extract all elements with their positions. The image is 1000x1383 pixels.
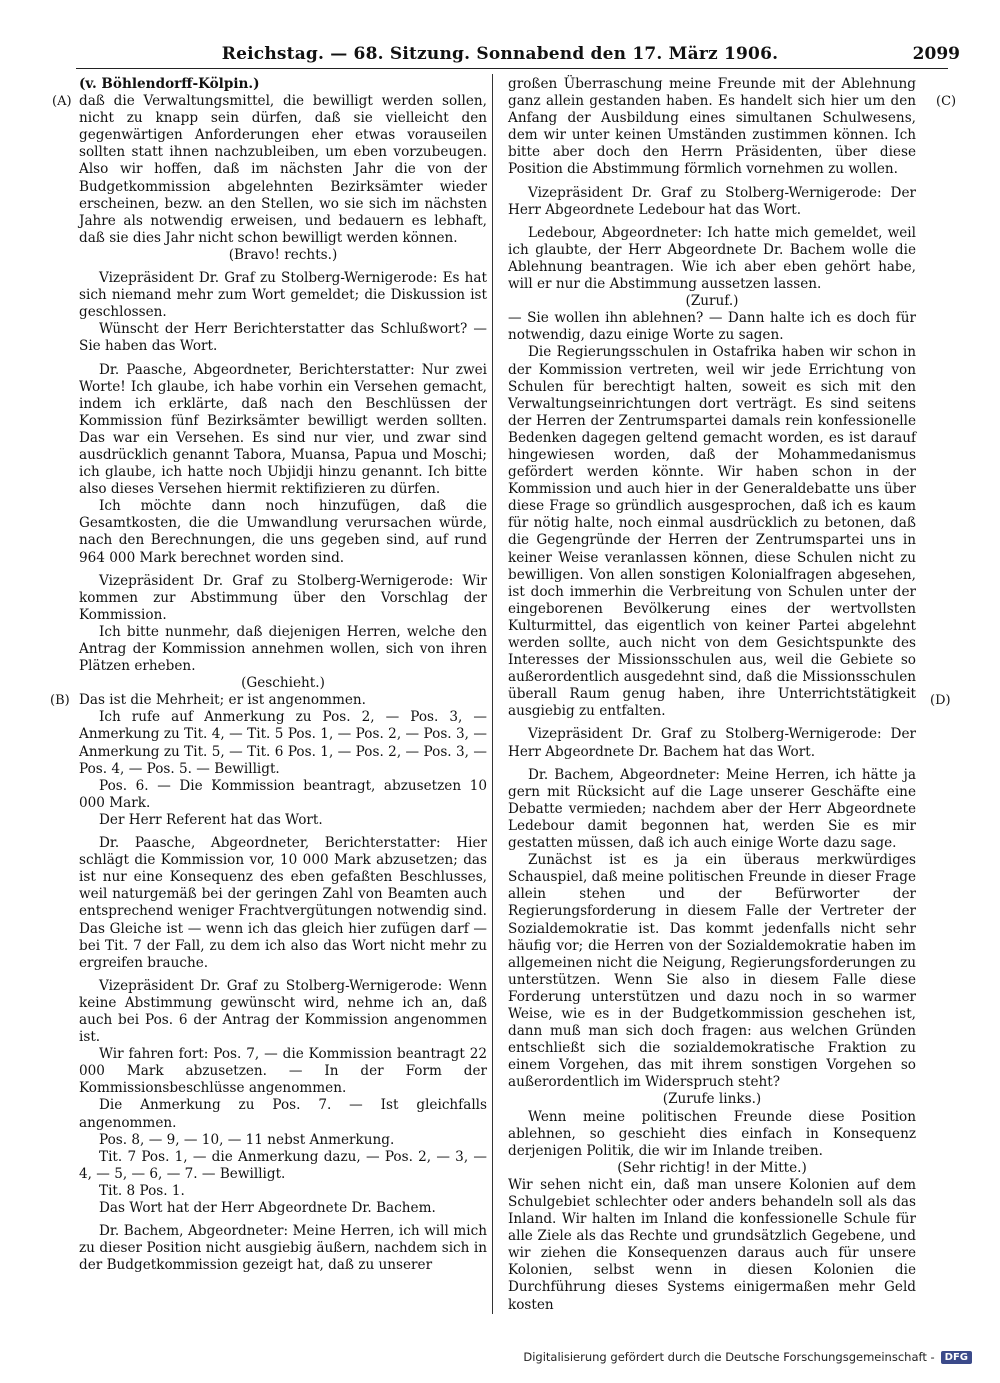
speaker-continuation: (v. Böhlendorff-Kölpin.) xyxy=(79,76,260,92)
paragraph: Ich möchte dann noch hinzufügen, daß die Gesamtkosten, die die Umwandlung verursachen würde, nach den Berechnungen, die uns gegeben sind, auf rund 964 000 Mark berechnet worden sind. xyxy=(79,498,487,566)
paragraph: Ich bitte nunmehr, daß diejenigen Herren, welche den Antrag der Kommission annehmen wollen, sich von ihren Plätzen erheben. xyxy=(79,623,487,675)
margin-mark-c: (C) xyxy=(936,94,957,109)
speaker-paragraph: Vizepräsident Dr. Graf zu Stolberg-Wernigerode: Wenn keine Abstimmung gewünscht wird, nehme ich an, daß auch bei Pos. 6 der Antrag der Kommission angenommen ist. xyxy=(79,977,487,1046)
interjection: (Zurufe links.) xyxy=(662,1091,762,1108)
page-number: 2099 xyxy=(912,44,960,64)
header-rule xyxy=(76,68,948,69)
paragraph: Tit. 8 Pos. 1. xyxy=(99,1182,185,1199)
interjection: (Sehr richtig! in der Mitte.) xyxy=(617,1159,807,1176)
running-title: Reichstag. — 68. Sitzung. Sonnabend den 17. März 1906. xyxy=(221,44,779,64)
page-header xyxy=(0,44,1000,74)
speaker-paragraph: Dr. Bachem, Abgeordneter: Meine Herren, ich will mich zu dieser Position nicht ausgiebig äußern, nachdem sich in der Budgetkommission gezeigt hat, daß zu unserer xyxy=(79,1223,487,1274)
paragraph: daß die Verwaltungsmittel, die bewilligt werden sollen, nicht zu knapp sein dürfen, daß sie vielleicht den gegenwärtigen Anforderungen eher etwas vorauseilen sollten statt ihnen nachzubleiben, um eben vorzubeugen. Also wir hoffen, daß im nächsten Jahr die von der Budgetkommission abgelehnten Bezirksämter wieder erscheinen, bezw. an den Stellen, wo sie sich im nächsten Jahre als notwendig erweisen, und bedauern es lebhaft, daß sie dies Jahr nicht schon bewilligt werden können. xyxy=(79,93,487,246)
paragraph: Die Anmerkung zu Pos. 7. — Ist gleichfalls angenommen. xyxy=(79,1097,487,1131)
paragraph: Ich rufe auf Anmerkung zu Pos. 2, — Pos. 3, — Anmerkung zu Tit. 4, — Tit. 5 Pos. 1, — Pos. 2, — Pos. 3, — Anmerkung zu Tit. 5, — Tit. 6 Pos. 1, — Pos. 2, — Pos. 3, — Pos. 4, — Pos. 5. — Bewilligt. xyxy=(79,709,487,777)
speaker-paragraph: Dr. Paasche, Abgeordneter, Berichterstatter: Hier schlägt die Kommission vor, 10 000 Mark abzusetzen; das ist nur eine Konsequenz des eben gefaßten Beschlusses, weil naturgemäß bei der geringen Zahl von Beamten auch entsprechend weniger Frachtvergütungen notwendig sind. Das Gleiche ist — wenn ich das gleich hier zufügen darf — bei Tit. 7 der Fall, zu dem ich also das Wort nicht mehr zu ergreifen brauche. xyxy=(79,835,487,971)
speaker-paragraph: Vizepräsident Dr. Graf zu Stolberg-Wernigerode: Wir kommen zur Abstimmung über den Vorschlag der Kommission. xyxy=(79,572,487,623)
right-column xyxy=(508,76,916,1314)
speaker-paragraph: Dr. Paasche, Abgeordneter, Berichterstatter: Nur zwei Worte! Ich glaube, ich habe vorhin ein Versehen gemacht, indem ich erklärte, daß nach den Beschlüssen der Kommission fünf Bezirksämter bewilligt werden sollten. Das war ein Versehen. Es sind nur vier, und zwar sind ausdrücklich genannt Tabora, Muansa, Papua und Moschi; ich glaube, ich hatte noch Ubjidji hinzu genannt. Ich bitte also dieses Versehen hiermit rektifizieren zu dürfen. xyxy=(79,361,487,498)
paragraph: Wenn meine politischen Freunde diese Position ablehnen, so geschieht dies einfach in Konsequenz derjenigen Politik, die wir im Inlande treiben. xyxy=(508,1108,916,1159)
paragraph: Wir sehen nicht ein, daß man unsere Kolonien auf dem Schulgebiet schlechter oder anders behandeln soll als das Inland. Wir halten im Inland die konfessionelle Schule für alle Ziele als das Rechte und grundsätzlich Gegebene, und wir ziehen die Konsequenzen daraus auch für unsere Kolonien, selbst wenn in diesen Kolonien die Durchführung dieses Systems einigermaßen mehr Geld kosten xyxy=(508,1176,916,1313)
interjection: (Zuruf.) xyxy=(685,293,739,310)
speaker-paragraph: Vizepräsident Dr. Graf zu Stolberg-Wernigerode: Der Herr Abgeordnete Ledebour hat das Wort. xyxy=(508,184,916,218)
paragraph: Pos. 6. — Die Kommission beantragt, abzusetzen 10 000 Mark. xyxy=(79,777,487,811)
speaker-paragraph: Ledebour, Abgeordneter: Ich hatte mich gemeldet, weil ich glaubte, der Herr Abgeordnete Dr. Bachem wolle die Ablehnung beantragen. Wie ich aber eben gehört habe, will er nur die Abstimmung aussetzen lassen. xyxy=(508,224,916,293)
dfg-logo: DFG xyxy=(941,1351,972,1364)
paragraph: Der Herr Referent hat das Wort. xyxy=(99,811,323,828)
interjection: (Geschieht.) xyxy=(241,675,325,692)
margin-mark-a: (A) xyxy=(52,94,72,109)
left-column xyxy=(79,76,487,1274)
paragraph: Pos. 8, — 9, — 10, — 11 nebst Anmerkung. xyxy=(99,1131,395,1148)
paragraph: Wir fahren fort: Pos. 7, — die Kommission beantragt 22 000 Mark abzusetzen. — In der Form der Kommissionsbeschlüsse angenommen. xyxy=(79,1046,487,1097)
speaker-paragraph: Vizepräsident Dr. Graf zu Stolberg-Wernigerode: Es hat sich niemand mehr zum Wort gemeldet; die Diskussion ist geschlossen. xyxy=(79,270,487,321)
margin-mark-d: (D) xyxy=(930,693,951,708)
column-divider xyxy=(492,74,493,1314)
footer-text: Digitalisierung gefördert durch die Deutsche Forschungsgemeinschaft - xyxy=(523,1350,935,1364)
paragraph: Zunächst ist es ja ein überaus merkwürdiges Schauspiel, daß meine politischen Freunde in dieser Frage allein stehen und der Befürworter der Regierungsforderung in diesem Falle der Vertreter der Sozialdemokratie ist. Das kommt jedenfalls nicht sehr häufig vor; die Herren von der Sozialdemokratie haben im allgemeinen nicht die Neigung, Regierungsforderungen zu unterstützen. Wenn Sie also in diesem Falle diese Forderung unterstützen und dazu noch in so warmer Weise, wie es in der Budgetkommission geschehen ist, dann muß man sich doch fragen: aus welchen Gründen entschließt sich die sozialdemokratische Fraktion zu einem Vorgehen, das mit ihrem sonstigen Vorgehen so außerordentlich im Widerspruch steht? xyxy=(508,852,916,1091)
paragraph: Die Regierungsschulen in Ostafrika haben wir schon in der Kommission vertreten, weil wir jede Errichtung von Schulen für berechtigt halten, soweit es sich mit den Verwaltungseinrichtungen dort verträgt. Es sind seitens der Herren der Zentrumspartei damals rein konfessionelle Bedenken dagegen geltend gemacht worden, es ist darauf hingewiesen worden, daß der Mohammedanismus gefördert werden könnte. Wir haben schon in der Kommission und auch hier in der Generaldebatte uns über diese Frage so gründlich ausgesprochen, daß ich es kaum für nötig halte, noch einmal ausdrücklich zu betonen, daß die Gegengründe der Herren der Zentrumspartei uns in keiner Weise veranlassen können, diese Schulen nicht zu bewilligen. Von allen sonstigen Kolonialfragen abgesehen, ist doch immerhin die Verbreitung von Schulen unter der eingeborenen Bevölkerung eines der wertvollsten Kulturmittel, das eigentlich von keiner Partei abgelehnt werden sollte, auch nicht von dem Gesichtspunkte des Interesses der Missionsschulen aus, weil die Gebiete so außerordentlich ausgedehnt sind, daß die Missionsschulen überall Raum genug haben, ihre Unterrichtstätigkeit ausgiebig zu entfalten. xyxy=(508,344,916,720)
paragraph: Das Wort hat der Herr Abgeordnete Dr. Bachem. xyxy=(99,1200,436,1216)
speaker-paragraph: Vizepräsident Dr. Graf zu Stolberg-Wernigerode: Der Herr Abgeordnete Dr. Bachem hat das Wort. xyxy=(508,726,916,760)
margin-mark-b: (B) xyxy=(50,693,70,708)
digitization-footer xyxy=(523,1350,972,1364)
paragraph: Das ist die Mehrheit; er ist angenommen. xyxy=(79,692,366,709)
speaker-paragraph: Dr. Bachem, Abgeordneter: Meine Herren, ich hätte ja gern mit Rücksicht auf die Lage unserer Geschäfte eine Debatte vermieden; nachdem aber der Herr Abgeordnete Ledebour damit begonnen hat, werden Sie es mir gestatten müssen, daß ich auch einige Worte dazu sage. xyxy=(508,766,916,852)
paragraph: Tit. 7 Pos. 1, — die Anmerkung dazu, — Pos. 2, — 3, — 4, — 5, — 6, — 7. — Bewilligt. xyxy=(79,1148,487,1182)
interjection: (Bravo! rechts.) xyxy=(228,246,338,263)
paragraph: großen Überraschung meine Freunde mit der Ablehnung ganz allein gestanden haben. Es handelt sich hier um den Anfang der Ausbildung eines simultanen Schulwesens, dem wir unter keinen Umständen zustimmen können. Ich bitte aber doch den Herrn Präsidenten, über diese Position die Abstimmung förmlich vornehmen zu wollen. xyxy=(508,76,916,178)
paragraph: Wünscht der Herr Berichterstatter das Schlußwort? — Sie haben das Wort. xyxy=(79,321,487,355)
paragraph: — Sie wollen ihn ablehnen? — Dann halte ich es doch für notwendig, dazu einige Worte zu sagen. xyxy=(508,310,916,344)
